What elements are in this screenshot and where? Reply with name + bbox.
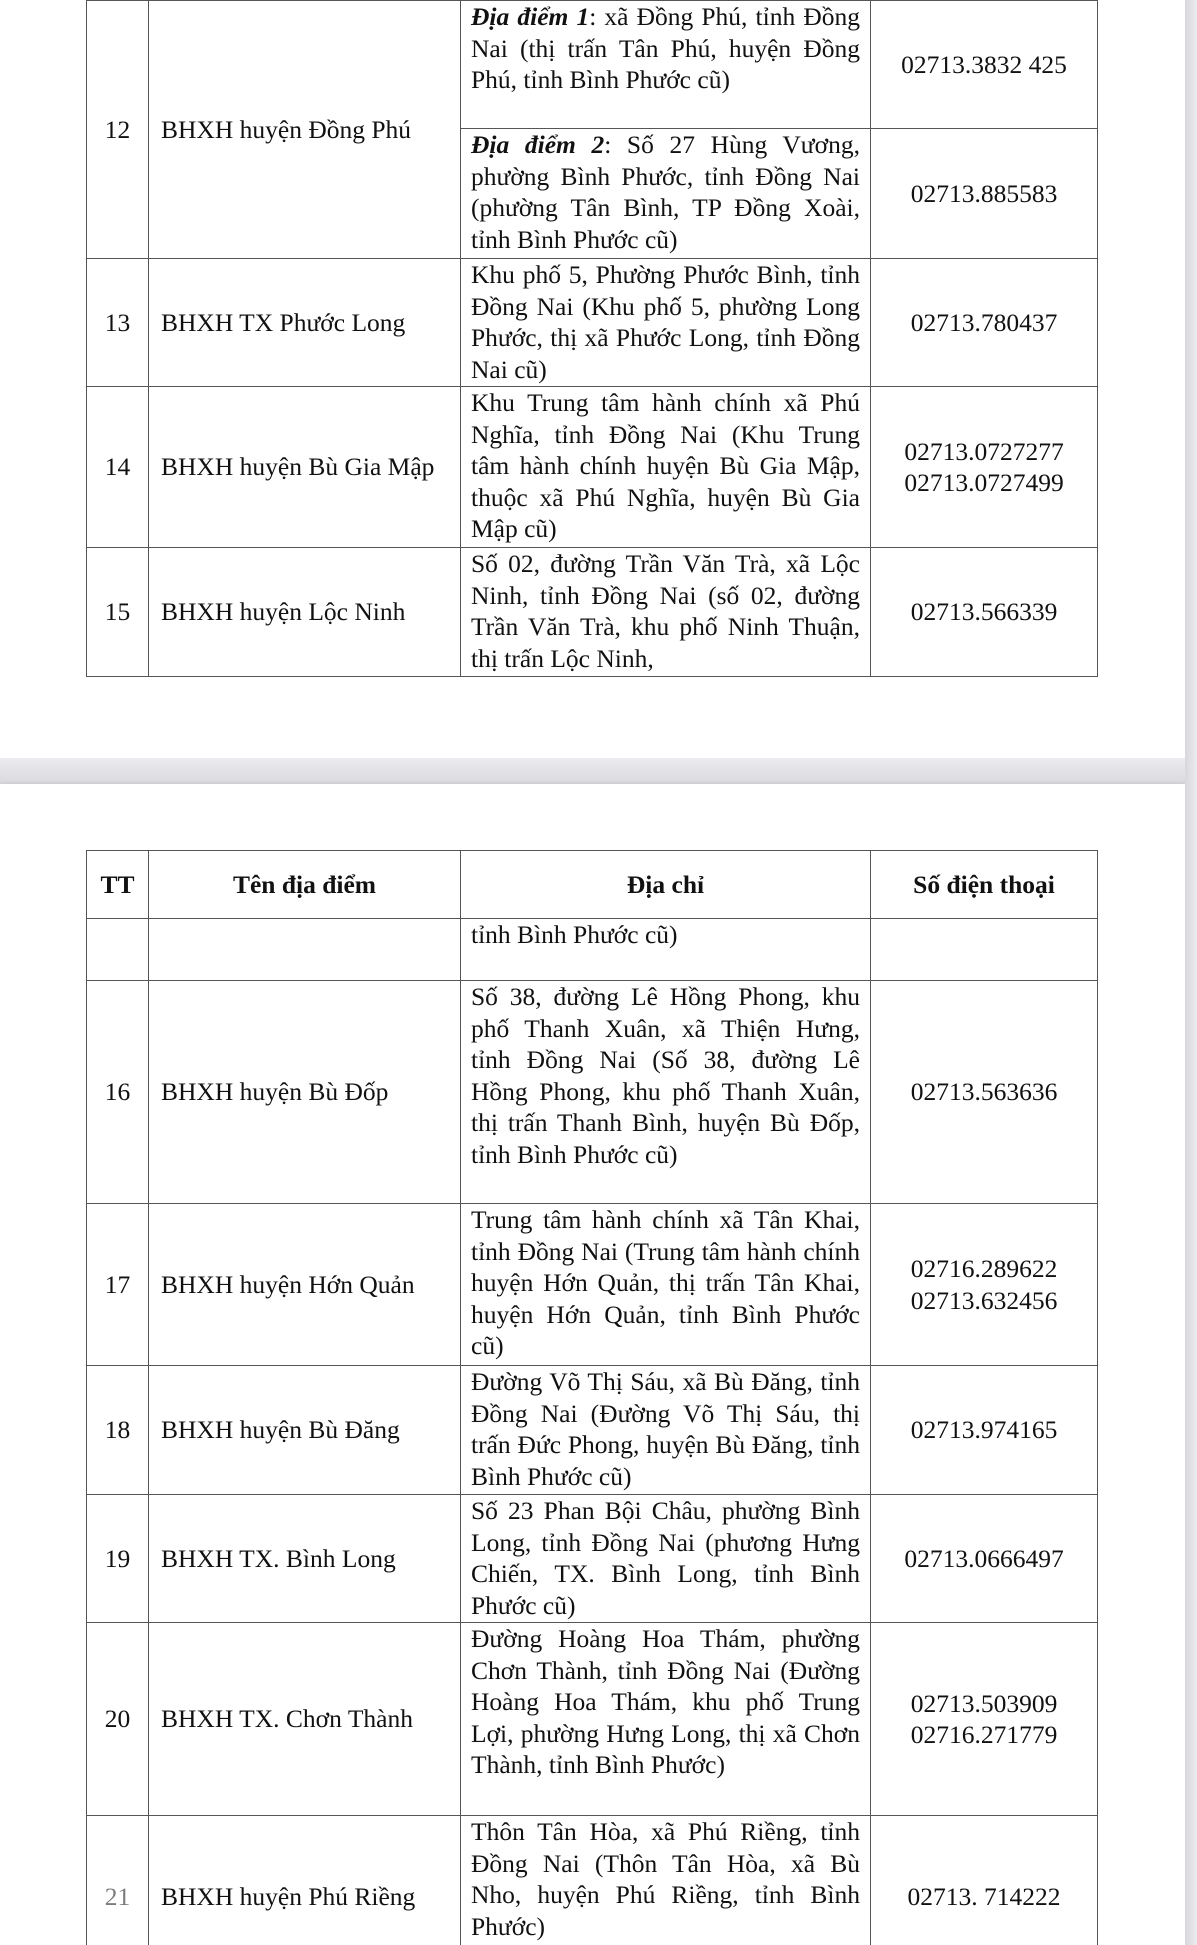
phone-number: 02713.563636 xyxy=(910,1077,1058,1107)
row-number: 15 xyxy=(87,548,149,677)
office-address: Số 23 Phan Bội Châu, phường Bình Long, tỉnh Đồng Nai (phương Hưng Chiến, TX. Bình Long, tỉnh Bình Phước cũ) xyxy=(461,1495,871,1623)
table-row-12a xyxy=(87,1,1098,129)
table-row xyxy=(87,1495,1098,1623)
row-number: 13 xyxy=(87,259,149,387)
office-name: BHXH huyện Bù Đốp xyxy=(149,981,461,1204)
office-table-page-2 xyxy=(86,850,1098,1945)
column-header-tt: TT xyxy=(87,851,149,919)
phone-number: 02713.3832 425 xyxy=(901,49,1067,79)
column-header-name: Tên địa điểm xyxy=(149,851,461,919)
table-row xyxy=(87,387,1098,548)
office-address: Đường Võ Thị Sáu, xã Bù Đăng, tỉnh Đồng Nai (Đường Võ Thị Sáu, thị trấn Đức Phong, huyện Bù Đăng, tỉnh Bình Phước cũ) xyxy=(461,1366,871,1495)
table-row xyxy=(87,981,1098,1204)
office-name: BHXH TX. Bình Long xyxy=(149,1495,461,1623)
empty-cell xyxy=(871,919,1098,981)
table-header-row xyxy=(87,851,1098,919)
document-page-2 xyxy=(0,784,1185,1945)
office-phone xyxy=(871,129,1098,259)
phone-number: 02713.0727499 xyxy=(904,468,1064,497)
office-address: Trung tâm hành chính xã Tân Khai, tỉnh Đồng Nai (Trung tâm hành chính huyện Hớn Quản, thị trấn Tân Khai, huyện Hớn Quản, tỉnh Bình Phước cũ) xyxy=(461,1204,871,1366)
office-name: BHXH huyện Hớn Quản xyxy=(149,1204,461,1366)
phone-number: 02713.632456 xyxy=(910,1285,1058,1315)
table-row xyxy=(87,259,1098,387)
location-label: Địa điểm 1 xyxy=(471,2,590,31)
office-phone xyxy=(871,1495,1098,1623)
phone-number: 02713.0727277 xyxy=(904,436,1064,466)
office-name: BHXH TX. Chơn Thành xyxy=(149,1623,461,1816)
office-phone xyxy=(871,1,1098,129)
column-header-address: Địa chỉ xyxy=(461,851,871,919)
table-row xyxy=(87,1623,1098,1816)
empty-cell xyxy=(87,919,149,981)
office-address: Khu Trung tâm hành chính xã Phú Nghĩa, tỉnh Đồng Nai (Khu Trung tâm hành chính huyện Bù Gia Mập, thuộc xã Phú Nghĩa, huyện Bù Gia Mập cũ) xyxy=(461,387,871,548)
office-phone xyxy=(871,1204,1098,1366)
table-row xyxy=(87,1204,1098,1366)
row-number: 20 xyxy=(87,1623,149,1816)
column-header-phone: Số điện thoại xyxy=(871,851,1098,919)
office-name: BHXH huyện Bù Gia Mập xyxy=(149,387,461,548)
phone-number: 02713.566339 xyxy=(910,597,1058,627)
phone-number: 02713.780437 xyxy=(910,307,1058,337)
page-separator xyxy=(0,758,1197,784)
office-table-page-1 xyxy=(86,0,1098,677)
table-row xyxy=(87,1366,1098,1495)
row-number: 21 xyxy=(87,1816,149,1945)
office-address: Khu phố 5, Phường Phước Bình, tỉnh Đồng Nai (Khu phố 5, phường Long Phước, thị xã Phước Long, tỉnh Đồng Nai cũ) xyxy=(461,259,871,387)
phone-number: 02716.289622 xyxy=(910,1254,1058,1283)
office-phone xyxy=(871,548,1098,677)
document-page-1 xyxy=(0,0,1185,758)
row-number: 18 xyxy=(87,1366,149,1495)
table-row xyxy=(87,1816,1098,1945)
phone-number: 02713.503909 xyxy=(910,1688,1058,1718)
office-phone xyxy=(871,1623,1098,1816)
row-number: 16 xyxy=(87,981,149,1204)
row-number: 12 xyxy=(87,1,149,259)
office-phone xyxy=(871,387,1098,548)
address-text: : Số 27 Hùng Vương, phường Bình Phước, tỉnh Đồng Nai (phường Tân Bình, TP Đồng Xoài, tỉnh Bình Phước cũ) xyxy=(471,130,860,254)
table-row xyxy=(87,548,1098,677)
viewer-scrollbar-track[interactable] xyxy=(1185,0,1197,1945)
office-phone xyxy=(871,259,1098,387)
office-address: Số 38, đường Lê Hồng Phong, khu phố Thanh Xuân, xã Thiện Hưng, tỉnh Đồng Nai (Số 38, đường Lê Hồng Phong, khu phố Thanh Xuân, thị trấn Thanh Bình, huyện Bù Đốp, tỉnh Bình Phước cũ) xyxy=(461,981,871,1204)
office-name: BHXH huyện Đồng Phú xyxy=(149,1,461,259)
phone-number: 02713.974165 xyxy=(910,1415,1058,1445)
table-row-continuation xyxy=(87,919,1098,981)
phone-number: 02713.0666497 xyxy=(904,1543,1064,1573)
office-phone xyxy=(871,981,1098,1204)
row-number: 17 xyxy=(87,1204,149,1366)
location-label: Địa điểm 2 xyxy=(471,130,605,159)
office-name: BHXH TX Phước Long xyxy=(149,259,461,387)
office-name: BHXH huyện Phú Riềng xyxy=(149,1816,461,1945)
office-address: Đường Hoàng Hoa Thám, phường Chơn Thành, tỉnh Đồng Nai (Đường Hoàng Hoa Thám, khu phố Trung Lợi, phường Hưng Long, thị xã Chơn Thành, tỉnh Bình Phước) xyxy=(461,1623,871,1816)
row-number: 19 xyxy=(87,1495,149,1623)
office-address: Thôn Tân Hòa, xã Phú Riềng, tỉnh Đồng Nai (Thôn Tân Hòa, xã Bù Nho, huyện Phú Riềng, tỉnh Bình Phước) xyxy=(461,1816,871,1945)
office-name: BHXH huyện Lộc Ninh xyxy=(149,548,461,677)
office-name: BHXH huyện Bù Đăng xyxy=(149,1366,461,1495)
office-phone xyxy=(871,1366,1098,1495)
office-address xyxy=(461,1,871,129)
empty-cell xyxy=(149,919,461,981)
phone-number: 02713. 714222 xyxy=(907,1882,1061,1912)
office-address-continuation: tỉnh Bình Phước cũ) xyxy=(461,919,871,981)
office-address xyxy=(461,129,871,259)
address-text: : xã Đồng Phú, tỉnh Đồng Nai (thị trấn Tân Phú, huyện Đồng Phú, tỉnh Bình Phước cũ) xyxy=(471,2,860,94)
row-number: 14 xyxy=(87,387,149,548)
office-phone xyxy=(871,1816,1098,1945)
office-address: Số 02, đường Trần Văn Trà, xã Lộc Ninh, tỉnh Đồng Nai (số 02, đường Trần Văn Trà, khu phố Ninh Thuận, thị trấn Lộc Ninh, xyxy=(461,548,871,677)
phone-number: 02716.271779 xyxy=(910,1720,1058,1749)
phone-number: 02713.885583 xyxy=(910,178,1058,208)
